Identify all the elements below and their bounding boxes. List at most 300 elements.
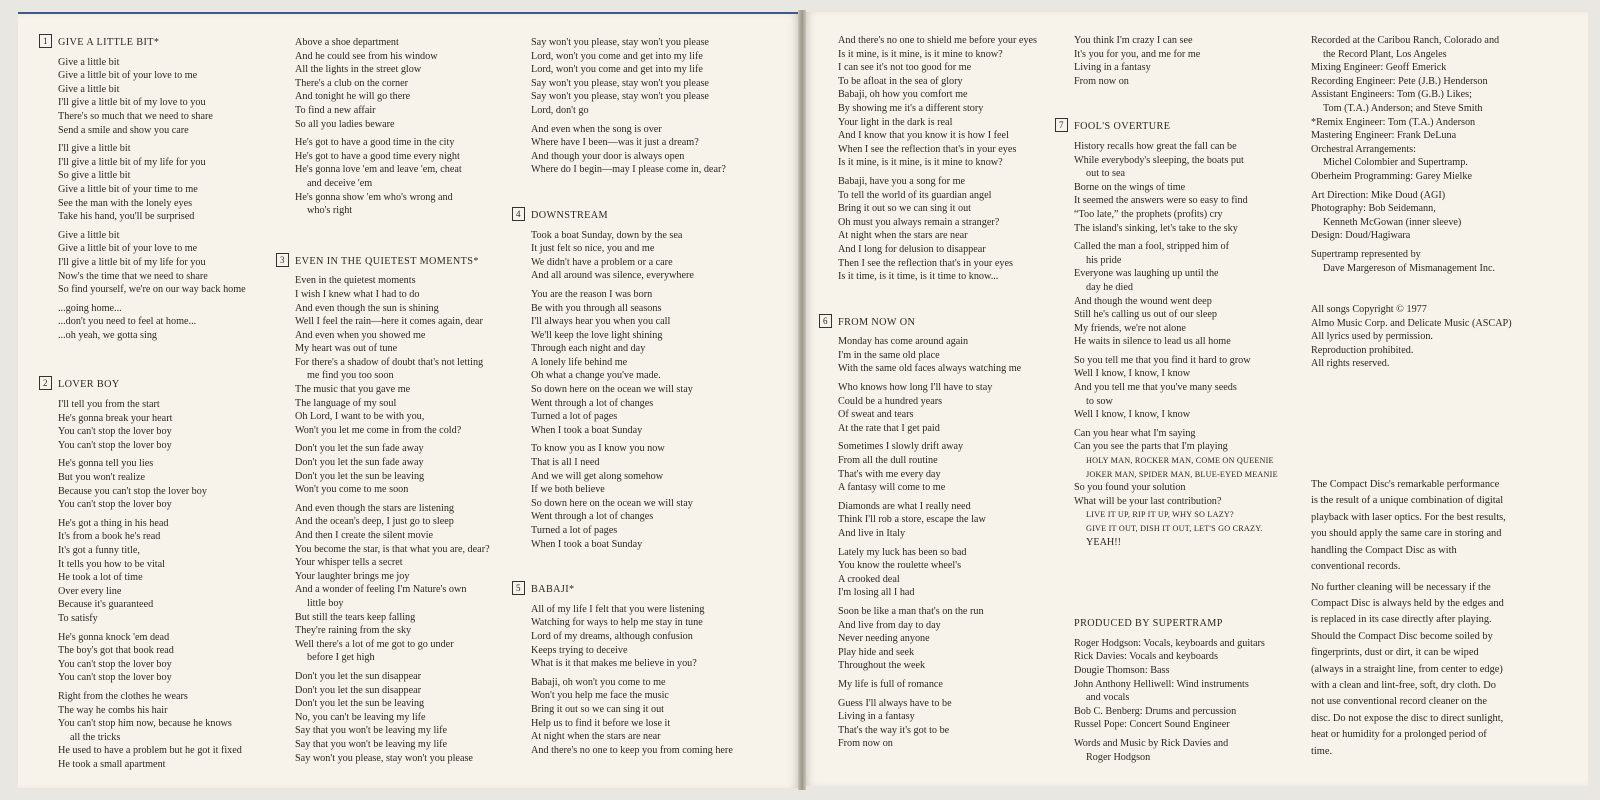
song-give-a-little-bit	[43, 36, 258, 342]
lyrics	[295, 274, 523, 765]
text-line: Oh Lord, I want to be with you,	[295, 411, 425, 423]
column-4	[823, 34, 1074, 756]
compact-disc-care-notes	[1311, 477, 1507, 760]
text-line: There's so much that we need to share	[58, 110, 213, 122]
text-line: Babaji, oh how you comfort me	[838, 89, 968, 101]
text-line: Where have I been—was it just a dream?	[531, 137, 699, 149]
text-line: Living in a fantasy	[1074, 62, 1151, 74]
text-line: Because you can't stop the lover boy	[58, 485, 207, 497]
text-line: To be afloat in the sea of glory	[838, 75, 963, 87]
text-line: Say won't you please, stay won't you please	[531, 91, 709, 103]
text-line: I'm in the same old place	[838, 349, 940, 361]
text-line: But you won't realize	[58, 472, 145, 484]
text-line: All of my life I felt that you were listening	[531, 603, 705, 615]
text-line: Well I feel the rain—here it comes again, dear	[295, 316, 483, 328]
text-line: Lord, won't you come and get into my life	[531, 64, 703, 76]
track-number: 5	[512, 581, 525, 595]
text-line: If we both believe	[531, 484, 605, 496]
words-music-credit	[1074, 737, 1306, 764]
text-line: Now's the time that we need to share	[58, 270, 208, 282]
text-line: Michel Colombier and Supertramp.	[1323, 157, 1468, 169]
text-line: ...don't you need to feel at home...	[58, 316, 197, 328]
text-line: Words and Music by Rick Davies and	[1074, 737, 1229, 749]
text-line: And all around was silence, everywhere	[531, 270, 694, 282]
text-line: Reproduction prohibited.	[1311, 344, 1414, 356]
right-page	[806, 12, 1588, 786]
text-line: Took a boat Sunday, down by the sea	[531, 229, 683, 241]
stanza	[58, 631, 258, 685]
text-line: Dave Margereson of Mismanagement Inc.	[1323, 262, 1496, 274]
text-line: All rights reserved.	[1311, 358, 1390, 370]
stanza	[531, 442, 771, 551]
song-lover-boy	[43, 378, 258, 771]
text-line: ...going home...	[58, 302, 122, 314]
text-line: Don't you let the sun be leaving	[295, 470, 425, 482]
stanza	[58, 56, 258, 138]
text-line: Guess I'll always have to be	[838, 697, 952, 709]
text-line: At night when the stars are near	[531, 731, 661, 743]
text-line: Think I'll rob a store, escape the law	[838, 514, 986, 526]
text-line: You can't stop him now, because he knows	[58, 718, 232, 730]
text-line: And I know that you know it is how I feel	[838, 130, 1009, 142]
text-line: Mixing Engineer: Geoff Emerick	[1311, 62, 1447, 74]
text-line: So down here on the ocean we will stay	[531, 384, 693, 396]
text-line: By showing me it's a different story	[838, 102, 984, 114]
text-line: Tom (T.A.) Anderson; and Steve Smith	[1323, 102, 1483, 114]
text-line: I wish I knew what I had to do	[295, 288, 420, 300]
song-title: LOVER BOY	[58, 379, 120, 391]
text-line: They're raining from the sky	[295, 625, 412, 637]
column-1	[43, 36, 258, 777]
text-line: Dougie Thomson: Bass	[1074, 664, 1170, 676]
song-title: FOOL'S OVERTURE	[1074, 121, 1171, 133]
stanza	[838, 605, 1074, 673]
text-line: He's gonna love 'em and leave 'em, cheat	[295, 164, 462, 176]
text-line: Oberheim Programming: Garey Mielke	[1311, 170, 1472, 182]
text-line: I'll give a little bit of my life for you	[58, 156, 206, 168]
stanza	[838, 546, 1074, 600]
text-line: Give a little bit of your time to me	[58, 183, 198, 195]
text-line: Kenneth McGowan (inner sleeve)	[1323, 216, 1462, 228]
stanza	[531, 288, 771, 438]
text-line: So you tell me that you find it hard to grow	[1074, 354, 1251, 366]
text-line: YEAH!!	[1086, 536, 1122, 548]
lyrics	[58, 56, 258, 343]
text-line: All songs Copyright © 1977	[1311, 304, 1427, 316]
text-line: I'll give a little bit	[58, 143, 131, 155]
text-line: and deceive 'em	[307, 177, 373, 189]
text-line: He's gonna break your heart	[58, 412, 173, 424]
paragraph: No further cleaning will be necessary if the Compact Disc is always held by the edges and is replaced in its case directly after playing. Should the Compact Disc become soiled by fingerprints, dust or dirt, it can be wiped (always in a straight line, from center to edge) with a clean and lint-free, soft, dry cloth. Do not use conventional record cleaner on the disc. Do not expose the disc to direct sunlight, heat or humidity for a prolonged period of time.	[1311, 581, 1504, 757]
text-line: He's got to have a good time every night	[295, 150, 460, 162]
text-line: Mastering Engineer: Frank DeLuna	[1311, 130, 1457, 142]
text-line: The way he combs his hair	[58, 704, 168, 716]
text-line: No, you can't be leaving my life	[295, 711, 426, 723]
text-line: But still the tears keep falling	[295, 611, 416, 623]
text-line: And he could see from his window	[295, 50, 438, 62]
text-line: Don't you let the sun fade away	[295, 457, 424, 469]
text-line: And there's no one to keep you from coming here	[531, 744, 733, 756]
text-line: I'll give a little bit of my love to you	[58, 97, 206, 109]
song-title: BABAJI*	[531, 584, 575, 596]
text-line: little boy	[307, 597, 344, 609]
text-line: Art Direction: Mike Doud (AGI)	[1311, 189, 1446, 201]
text-line: Even in the quietest moments	[295, 275, 416, 287]
text-line: Oh must you always remain a stranger?	[838, 216, 1000, 228]
text-line: GIVE IT OUT, DISH IT OUT, LET'S GO CRAZY.	[1086, 524, 1263, 533]
text-line: Lord of my dreams, although confusion	[531, 630, 693, 642]
song-title: GIVE A LITTLE BIT*	[58, 37, 160, 48]
text-line: Of sweat and tears	[838, 409, 914, 421]
text-line: He's gonna tell you lies	[58, 458, 154, 470]
text-line: Help us to find it before we lose it	[531, 717, 671, 729]
text-line: Give a little bit	[58, 229, 120, 241]
text-line: And there's no one to shield me before your eyes	[838, 35, 1038, 46]
stanza	[295, 670, 523, 765]
text-line: At the rate that I get paid	[838, 422, 940, 434]
stanza	[58, 398, 258, 452]
text-line: What will be your last contribution?	[1074, 495, 1222, 507]
text-line: And live from day to day	[838, 619, 941, 631]
text-line: *Remix Engineer: Tom (T.A.) Anderson	[1311, 116, 1476, 128]
text-line: Your laughter brings me joy	[295, 570, 410, 582]
stanza	[1311, 34, 1551, 184]
text-line: And even when you showed me	[295, 329, 426, 341]
stanza	[531, 676, 771, 758]
text-line: Living in a fantasy	[838, 711, 915, 723]
text-line: To tell the world of its guardian angel	[838, 189, 992, 201]
text-line: You think I'm crazy I can see	[1074, 35, 1193, 46]
text-line: When I took a boat Sunday	[531, 424, 643, 436]
text-line: Diamonds are what I really need	[838, 500, 971, 512]
text-line: Say won't you please, stay won't you please	[531, 37, 709, 48]
stanza	[58, 302, 258, 343]
stanza	[838, 500, 1074, 541]
text-line: Assistant Engineers: Tom (G.B.) Likes;	[1311, 89, 1472, 101]
text-line: He waits in silence to lead us all home	[1074, 336, 1231, 348]
stanza	[531, 36, 771, 118]
lyrics-continued	[1074, 34, 1306, 88]
text-line: Lord, don't go	[531, 104, 589, 116]
song-title: DOWNSTREAM	[531, 209, 609, 221]
text-line: My life is full of romance	[838, 678, 943, 690]
text-line: Take his hand, you'll be surprised	[58, 211, 195, 223]
track-number: 1	[39, 34, 52, 48]
text-line: Say that you won't be leaving my life	[295, 738, 448, 750]
stanza	[1074, 140, 1306, 235]
track-number: 3	[276, 253, 289, 267]
text-line: That's the way it's got to be	[838, 724, 950, 736]
text-line: I'll tell you from the start	[58, 399, 160, 411]
text-line: To know you as I know you now	[531, 443, 665, 455]
text-line: My friends, we're not alone	[1074, 322, 1186, 334]
text-line: So find yourself, we're on our way back home	[58, 284, 246, 296]
song-title: EVEN IN THE QUIETEST MOMENTS*	[295, 255, 479, 267]
text-line: Still he's calling us out of our sleep	[1074, 309, 1218, 321]
text-line: It just felt so nice, you and me	[531, 243, 655, 255]
text-line: Orchestral Arrangements:	[1311, 143, 1416, 155]
text-line: Turned a lot of pages	[531, 411, 618, 423]
text-line: to sow	[1086, 395, 1113, 407]
text-line: I'll give a little bit of my life for you	[58, 256, 206, 268]
stanza	[1074, 427, 1306, 549]
text-line: And then I create the silent movie	[295, 530, 434, 541]
text-line: Lately my luck has been so bad	[838, 546, 967, 558]
stanza	[838, 34, 1074, 170]
stanza	[295, 136, 523, 218]
text-line: Well I know, I know, I know	[1074, 409, 1191, 421]
text-line: Say won't you please, stay won't you please	[531, 77, 709, 89]
text-line: Everyone was laughing up until the	[1074, 268, 1219, 280]
text-line: Is it mine, is it mine, is it mine to know?	[838, 48, 1003, 60]
text-line: John Anthony Helliwell: Wind instruments	[1074, 678, 1249, 690]
text-line: There's a club on the corner	[295, 77, 408, 89]
text-line: all the tricks	[70, 731, 121, 743]
text-line: Say that you won't be leaving my life	[295, 725, 448, 737]
text-line: Keeps trying to deceive	[531, 644, 628, 656]
text-line: Lord, won't you come and get into my life	[531, 50, 703, 62]
text-line: And even though the stars are listening	[295, 502, 455, 514]
text-line: Design: Doud/Hagiwara	[1311, 230, 1411, 242]
text-line: And even when the song is over	[531, 123, 662, 135]
text-line: Bob C. Benberg: Drums and percussion	[1074, 705, 1237, 717]
text-line: You can't stop the lover boy	[58, 439, 172, 451]
text-line: The island's sinking, let's take to the sky	[1074, 222, 1238, 234]
text-line: It tells you how to be vital	[58, 558, 165, 570]
text-line: Never needing anyone	[838, 633, 930, 645]
production-credits	[1074, 617, 1306, 764]
text-line: The boy's got that book read	[58, 645, 174, 657]
recording-credits	[1311, 34, 1551, 275]
stanza	[58, 517, 258, 626]
text-line: From now on	[838, 738, 893, 750]
text-line: Through each night and day	[531, 343, 646, 355]
text-line: It's got a funny title,	[58, 545, 140, 556]
text-line: And the ocean's deep, I just go to sleep	[295, 516, 454, 528]
text-line: Won't you come to me soon	[295, 484, 409, 496]
text-line: From now on	[1074, 75, 1129, 87]
text-line: And live in Italy	[838, 528, 906, 539]
text-line: Oh what a change you've made.	[531, 370, 661, 382]
stanza	[295, 274, 523, 437]
text-line: Your light in the dark is real	[838, 116, 953, 128]
lyrics-continued	[531, 36, 771, 177]
copyright-notice	[1311, 303, 1551, 371]
text-line: He took a small apartment	[58, 758, 166, 770]
produced-heading: PRODUCED BY SUPERTRAMP	[1074, 618, 1223, 630]
text-line: Roger Hodgson: Vocals, keyboards and guitars	[1074, 637, 1265, 649]
stanza	[295, 502, 523, 665]
text-line: Recording Engineer: Pete (J.B.) Henderson	[1311, 75, 1488, 87]
text-line: Can you see the parts that I'm playing	[1074, 441, 1228, 453]
text-line: It seemed the answers were so easy to find	[1074, 195, 1248, 207]
text-line: He's got a thing in his head	[58, 517, 169, 529]
text-line: You can't stop the lover boy	[58, 658, 172, 670]
stanza	[295, 442, 523, 496]
text-line: Almo Music Corp. and Delicate Music (ASCAP)	[1311, 317, 1512, 329]
text-line: Above a shoe department	[295, 37, 399, 48]
text-line: Then I see the reflection that's in your eyes	[838, 257, 1013, 269]
text-line: Photography: Bob Seidemann,	[1311, 203, 1436, 215]
text-line: Give a little bit	[58, 83, 120, 95]
text-line: LIVE IT UP, RIP IT UP, WHY SO LAZY?	[1086, 510, 1234, 520]
track-number: 2	[39, 376, 52, 390]
text-line: the Record Plant, Los Angeles	[1323, 48, 1447, 60]
text-line: Supertramp represented by	[1311, 248, 1421, 260]
text-line: Won't you let me come in from the cold?	[295, 424, 462, 436]
text-line: “Too late,” the prophets (profits) cry	[1074, 208, 1223, 220]
stanza	[58, 690, 258, 772]
text-line: Don't you let the sun fade away	[295, 443, 424, 455]
text-line: History recalls how great the fall can be	[1074, 140, 1237, 152]
text-line: Well there's a lot of me got to go under	[295, 638, 454, 650]
text-line: Can you hear what I'm saying	[1074, 427, 1196, 439]
text-line: He's gonna knock 'em dead	[58, 631, 170, 643]
text-line: Monday has come around again	[838, 336, 969, 348]
text-line: Don't you let the sun be leaving	[295, 698, 425, 710]
stanza	[838, 381, 1074, 435]
musician-credits	[1074, 637, 1306, 732]
text-line: and vocals	[1086, 692, 1130, 704]
text-line: Is it time, is it time, is it time to know...	[838, 271, 999, 283]
text-line: who's right	[307, 205, 353, 217]
text-line: ...oh yeah, we gotta sing	[58, 329, 158, 341]
left-page	[18, 12, 798, 788]
stanza	[58, 229, 258, 297]
stanza	[58, 142, 258, 224]
text-line: He's got to have a good time in the city	[295, 137, 455, 149]
track-number: 4	[512, 207, 525, 221]
text-line: That is all I need	[531, 457, 600, 469]
text-line: So give a little bit	[58, 170, 131, 182]
text-line: Right from the clothes he wears	[58, 690, 188, 702]
text-line: You can't stop the lover boy	[58, 499, 172, 511]
text-line: I can see it's not too good for me	[838, 62, 972, 74]
lyrics-continued	[838, 34, 1074, 284]
text-line: The music that you gave me	[295, 384, 411, 396]
text-line: Give a little bit of your love to me	[58, 70, 198, 82]
text-line: And though your door is always open	[531, 150, 685, 162]
stanza	[1311, 189, 1551, 243]
track-number: 7	[1055, 118, 1068, 132]
text-line: You are the reason I was born	[531, 288, 653, 300]
lyrics-continued	[295, 36, 523, 218]
song-babaji	[516, 583, 771, 757]
text-line: With the same old faces always watching me	[838, 363, 1022, 375]
lyrics	[838, 335, 1074, 751]
stanza	[1311, 248, 1551, 275]
text-line: Won't you help me face the music	[531, 690, 669, 702]
lyrics	[1074, 140, 1306, 549]
text-line: You can't stop the lover boy	[58, 426, 172, 438]
column-6	[1311, 34, 1551, 764]
text-line: Bring it out so we can sing it out	[838, 203, 971, 215]
text-line: Sometimes I slowly drift away	[838, 441, 964, 453]
text-line: Roger Hodgson	[1086, 751, 1151, 763]
text-line: You can't stop the lover boy	[58, 672, 172, 684]
text-line: Send a smile and show you care	[58, 124, 189, 136]
booklet-spine	[798, 10, 806, 790]
text-line: That's with me every day	[838, 468, 941, 480]
text-line: At night when the stars are near	[838, 230, 968, 242]
stanza	[1074, 34, 1306, 88]
text-line: A lonely life behind me	[531, 356, 628, 368]
stanza	[531, 603, 771, 671]
text-line: So down here on the ocean we will stay	[531, 497, 693, 509]
stanza	[1074, 354, 1306, 422]
song-title: FROM NOW ON	[838, 316, 916, 328]
text-line: So all you ladies beware	[295, 118, 395, 130]
stanza	[295, 36, 523, 131]
text-line: Is it mine, is it mine, is it mine to know?	[838, 157, 1003, 169]
song-downstream	[516, 208, 771, 551]
text-line: Say won't you please, stay won't you please	[295, 752, 473, 764]
text-line: Went through a lot of changes	[531, 397, 654, 409]
text-line: He's gonna show 'em who's wrong and	[295, 191, 453, 203]
text-line: And a wonder of feeling I'm Nature's own	[295, 584, 467, 596]
text-line: To satisfy	[58, 612, 98, 624]
text-line: To find a new affair	[295, 104, 376, 116]
text-line: While everybody's sleeping, the boats put	[1074, 154, 1244, 166]
text-line: A crooked deal	[838, 573, 900, 585]
track-number: 6	[819, 314, 832, 328]
text-line: Give a little bit	[58, 56, 120, 68]
text-line: A fantasy will come to me	[838, 482, 946, 494]
stanza	[838, 335, 1074, 376]
text-line: And even though the sun is shining	[295, 302, 439, 314]
text-line: before I get high	[307, 652, 375, 664]
text-line: Watching for ways to help me stay in tune	[531, 617, 703, 629]
song-from-now-on	[823, 315, 1074, 751]
column-5	[1059, 34, 1306, 769]
text-line: And you tell me that you've many seeds	[1074, 382, 1237, 394]
text-line: Well I know, I know, I know	[1074, 368, 1191, 380]
stanza	[58, 457, 258, 511]
text-line: HOLY MAN, ROCKER MAN, COME ON QUEENIE	[1086, 456, 1274, 466]
text-line: Don't you let the sun disappear	[295, 670, 422, 682]
column-3	[516, 36, 771, 762]
text-line: When I see the reflection that's in your eyes	[838, 143, 1017, 155]
text-line: Could be a hundred years	[838, 395, 943, 407]
text-line: Turned a lot of pages	[531, 525, 618, 536]
text-line: Went through a lot of changes	[531, 511, 654, 523]
text-line: What is it that makes me believe in you?	[531, 658, 697, 670]
text-line: Give a little bit of your love to me	[58, 243, 198, 255]
stanza	[838, 697, 1074, 751]
stanza	[531, 123, 771, 177]
text-line: It's you for you, and me for me	[1074, 48, 1201, 60]
text-line: And tonight he will go there	[295, 91, 411, 103]
text-line: Rick Davies: Vocals and keyboards	[1074, 651, 1218, 663]
stanza	[838, 678, 1074, 692]
text-line: And though the wound went deep	[1074, 295, 1212, 307]
text-line: All lyrics used by permission.	[1311, 331, 1433, 343]
stanza	[838, 175, 1074, 284]
text-line: The language of my soul	[295, 397, 397, 409]
stanza	[531, 229, 771, 283]
lyrics	[531, 603, 771, 758]
text-line: For there's a shadow of doubt that's not letting	[295, 356, 484, 368]
text-line: When I took a boat Sunday	[531, 538, 643, 550]
text-line: So you found your solution	[1074, 482, 1186, 494]
text-line: Bring it out so we can sing it out	[531, 703, 664, 715]
column-2	[280, 36, 523, 770]
text-line: Babaji, have you a song for me	[838, 175, 966, 187]
text-line: You become the star, is that what you are, dear?	[295, 543, 490, 555]
text-line: JOKER MAN, SPIDER MAN, BLUE-EYED MEANIE	[1086, 469, 1278, 479]
text-line: Borne on the wings of time	[1074, 181, 1186, 193]
text-line: Over every line	[58, 585, 122, 597]
